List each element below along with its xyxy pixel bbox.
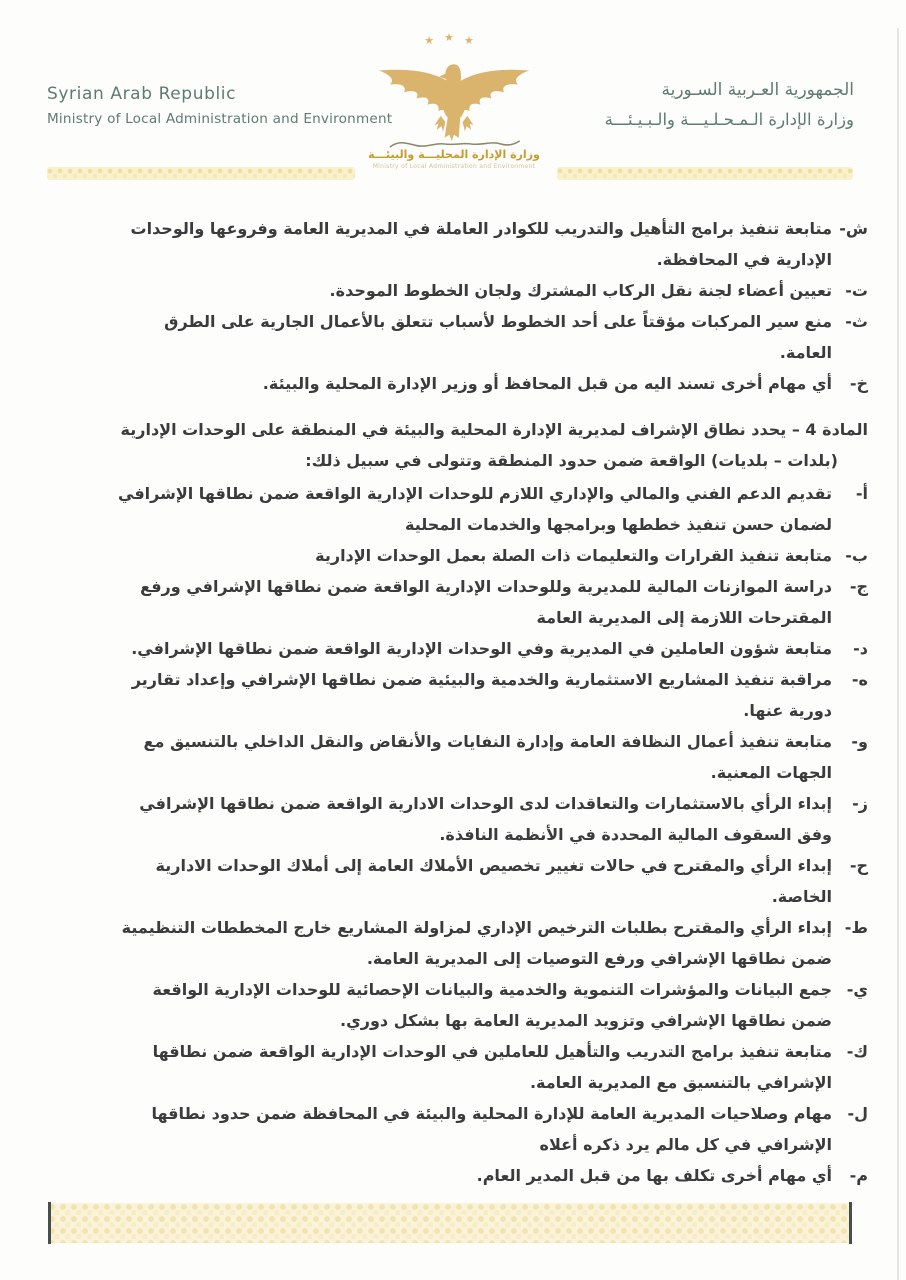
letterhead-arabic [605, 80, 854, 129]
list-item [118, 850, 868, 912]
list-item-text: إبداء الرأي والمقترح بطلبات الترخيص الإداري لمزاولة المشاريع خارج المخططات التنظيمية ضمن نطاقها الإشرافي ورفع التوصيات إلى المديرية العامة. [121, 918, 832, 968]
list-item [118, 912, 868, 974]
list-item-marker: ب- [845, 546, 868, 565]
ministry-name-en: Ministry of Local Administration and Environment [47, 111, 393, 127]
list-item [118, 275, 868, 306]
list-item-text: تعيين أعضاء لجنة نقل الركاب المشترك ولجان الخطوط الموحدة. [329, 281, 832, 300]
list-item [118, 571, 868, 633]
list-item [118, 664, 868, 726]
article-4-heading-paragraph [118, 414, 868, 476]
list-item-marker: د- [853, 639, 868, 658]
list-item-text: متابعة تنفيذ أعمال النظافة العامة وإدارة النفايات والأنقاض والنقل الداخلي بالتنسيق مع الجهات المعنية. [143, 732, 832, 782]
list-item-marker: ط- [844, 918, 868, 937]
ornamental-band-right [557, 167, 853, 180]
emblem-caption-en: Ministry of Local Administration and Environment [372, 163, 536, 170]
ornamental-band-left [47, 167, 355, 180]
list-item-text: تقديم الدعم الفني والمالي والإداري اللازم للوحدات الإدارية الواقعة ضمن نطاقها الإشرافي لضمان حسن تنفيذ خططها وبرامجها والخدمات المحلية [118, 484, 832, 534]
list-item-text: متابعة شؤون العاملين في المديرية وفي الوحدات الإدارية الواقعة ضمن نطاقها الإشرافي. [131, 639, 832, 658]
letterhead-english [47, 84, 392, 127]
list-item-text: جمع البيانات والمؤشرات التنموية والخدمية والبيانات الإحصائية للوحدات الإدارية الواقعة ضمن نطاقها الإشرافي وتزويد المديرية العامة بها بشكل دوري. [152, 980, 832, 1030]
eagle-icon [368, 50, 540, 152]
list-item-marker: ل- [847, 1104, 868, 1123]
list-item-text: مهام وصلاحيات المديرية العامة للإدارة المحلية والبيئة في المحافظة ضمن حدود نطاقها الإشرافي في كل مالم يرد ذكره أعلاه [151, 1104, 832, 1154]
list-item-marker: ك- [846, 1042, 868, 1061]
list-item [118, 306, 868, 368]
list-item-text: متابعة تنفيذ برامج التأهيل والتدريب للكوادر العاملة في المديرية العامة وفروعها والوحدات الإدارية في المحافظة. [130, 219, 832, 269]
list-item-marker: ح- [849, 856, 868, 875]
list-item-text: دراسة الموازنات المالية للمديرية وللوحدات الإدارية الواقعة ضمن نطاقها الإشرافي ورفع المقترحات اللازمة إلى المديرية العامة [140, 577, 832, 627]
list-item-marker: ز- [852, 794, 868, 813]
list-item-text: أي مهام أخرى تسند اليه من قبل المحافظ أو وزير الإدارة المحلية والبيئة. [262, 374, 832, 393]
article-text: يحدد نطاق الإشراف لمديرية الإدارة المحلية والبيئة في المنطقة على الوحدات الإدارية (بلدات – بلديات) الواقعة ضمن حدود المنطقة وتتولى في سبيل ذلك: [120, 420, 838, 470]
emblem-stars [368, 31, 540, 50]
list-item-text: إبداء الرأي بالاستثمارات والتعاقدات لدى الوحدات الادارية الواقعة ضمن نطاقها الإشرافي وفق السقوف المالية المحددة في الأنظمة النافذة. [139, 794, 832, 844]
list-item-marker: ث- [845, 312, 868, 331]
footer-band-end-bar-left [48, 1202, 51, 1244]
list-item-text: أي مهام أخرى تكلف بها من قبل المدير العام. [476, 1166, 832, 1185]
list-item-marker: ش- [839, 219, 868, 238]
list-item-text: متابعة تنفيذ القرارات والتعليمات ذات الصلة بعمل الوحدات الإدارية [315, 546, 832, 565]
footer-band-end-bar-right [849, 1202, 852, 1244]
list-item-text: مراقبة تنفيذ المشاريع الاستثمارية والخدمية والبيئية ضمن نطاقها الإشرافي وإعداد تقارير دورية عنها. [131, 670, 832, 720]
scroll-banner-icon [390, 141, 520, 147]
list-item-marker: ج- [849, 577, 868, 596]
list-item [118, 1160, 868, 1191]
country-name-ar: الجمهورية العـربية السـورية [661, 80, 854, 100]
document-body [118, 213, 868, 1191]
star-icon: ★ [424, 34, 445, 47]
continued-clause-list [118, 213, 868, 399]
list-item [118, 1098, 868, 1160]
emblem-caption-ar: وزارة الإدارة المحليـــة والبيئـــة [368, 148, 540, 161]
article-number: المادة 4 – [791, 420, 868, 439]
list-item [118, 726, 868, 788]
article-clause-list [118, 478, 868, 1191]
list-item [118, 213, 868, 275]
list-item-marker: ي- [846, 980, 868, 999]
list-item-text: متابعة تنفيذ برامج التدريب والتأهيل للعاملين في الوحدات الإدارية الواقعة ضمن نطاقها الإشرافي بالتنسيق مع المديرية العامة. [152, 1042, 832, 1092]
list-item [118, 788, 868, 850]
list-item-marker: و- [851, 732, 868, 751]
list-item-marker: خ- [849, 374, 868, 393]
star-icon: ★ [444, 31, 464, 44]
list-item [118, 1036, 868, 1098]
list-item-marker: أ- [855, 484, 868, 503]
list-item [118, 540, 868, 571]
list-item-marker: ه- [851, 670, 868, 689]
ministry-name-ar: وزارة الإدارة الـمـحـلـيـــة والـبـيـئـــة [604, 110, 854, 129]
list-item-text: منع سير المركبات مؤقتاً على أحد الخطوط لأسباب تتعلق بالأعمال الجارية على الطرق العامة. [164, 312, 832, 362]
country-name-en: Syrian Arab Republic [47, 84, 237, 104]
list-item-text: إبداء الرأي والمقترح في حالات تغيير تخصيص الأملاك العامة إلى أملاك الوحدات الادارية الخاصة. [155, 856, 832, 906]
page-scan-edge-line [897, 28, 899, 1280]
star-icon: ★ [463, 34, 484, 47]
list-item [118, 633, 868, 664]
ministry-emblem [368, 31, 540, 170]
list-item-marker: م- [849, 1166, 868, 1185]
list-item [118, 478, 868, 540]
list-item-marker: ت- [845, 281, 868, 300]
list-item [118, 974, 868, 1036]
footer-ornamental-band [48, 1203, 852, 1243]
list-item [118, 368, 868, 399]
